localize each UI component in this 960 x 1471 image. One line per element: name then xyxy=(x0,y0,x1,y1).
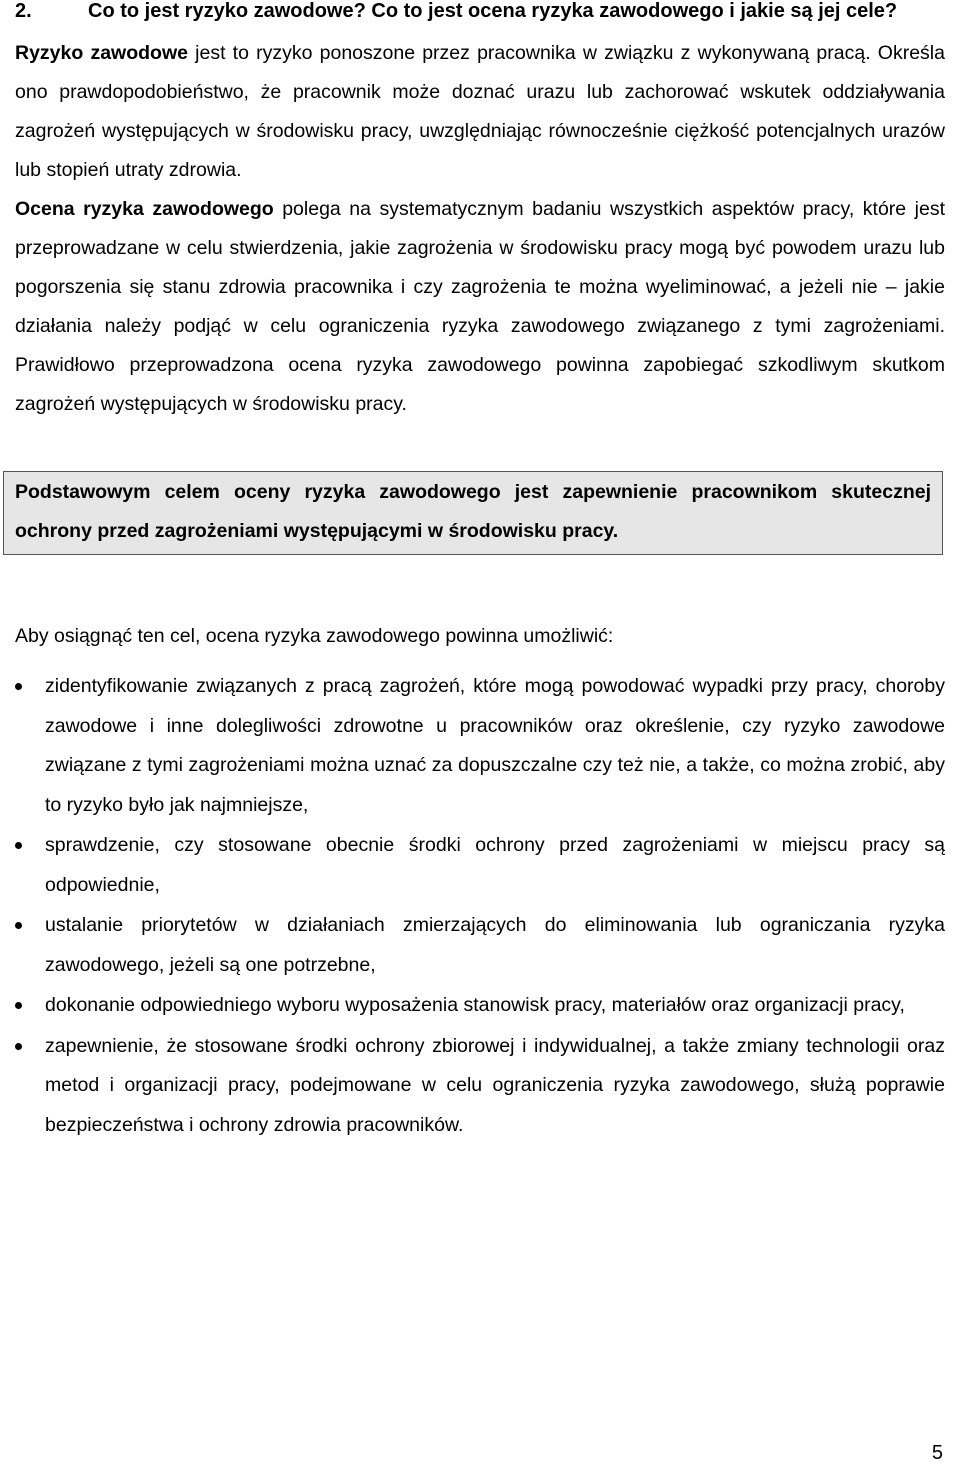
bullet-icon xyxy=(15,922,22,929)
list-item-text: zidentyfikowanie związanych z pracą zagrożeń, które mogą powodować wypadki przy pracy, choroby zawodowe i inne dolegliwości zdrowotne u pracowników oraz określenie, czy ryzyko zawodowe związane z tymi zagrożeniami można uznać za dopuszczalne czy też nie, a także, co można zrobić, aby to ryzyko było jak najmniejsze, xyxy=(45,675,945,816)
term-ocena-ryzyka: Ocena ryzyka zawodowego xyxy=(15,198,274,220)
list-item-text: dokonanie odpowiedniego wyboru wyposażenia stanowisk pracy, materiałów oraz organizacji pracy, xyxy=(45,994,905,1016)
bullet-icon xyxy=(15,683,22,690)
paragraph-risk-definition-text: jest to ryzyko ponoszone przez pracownika w związku z wykonywaną pracą. Określa ono prawdopodobieństwo, że pracownik może doznać urazu lub zachorować wskutek oddziaływania zagrożeń występujących w środowisku pracy, uwzględniając równocześnie ciężkość potencjalnych urazów lub stopień utraty zdrowia. xyxy=(15,42,945,181)
page-number: 5 xyxy=(931,1442,943,1464)
list-item xyxy=(15,826,945,905)
list-item xyxy=(15,906,945,985)
paragraph-risk-definition xyxy=(15,34,945,190)
bullets-intro: Aby osiągnąć ten cel, ocena ryzyka zawodowego powinna umożliwić: xyxy=(15,625,614,647)
highlight-box-text: Podstawowym celem oceny ryzyka zawodowego jest zapewnienie pracownikom skutecznej ochrony przed zagrożeniami występującymi w środowisku pracy. xyxy=(15,481,931,542)
highlight-box xyxy=(3,471,943,555)
bullet-icon xyxy=(15,842,22,849)
list-item xyxy=(15,667,945,825)
bullet-icon xyxy=(15,1043,22,1050)
document-page xyxy=(15,0,945,1146)
paragraph-risk-assessment xyxy=(15,190,945,424)
paragraph-risk-assessment-text: polega na systematycznym badaniu wszystkich aspektów pracy, które jest przeprowadzane w celu stwierdzenia, jakie zagrożenia w środowisku pracy mogą być powodem urazu lub pogorszenia się stanu zdrowia pracownika i czy zagrożenia te można wyeliminować, a jeżeli nie – jakie działania należy podjąć w celu ograniczenia ryzyka zawodowego związanego z tymi zagrożeniami. Prawidłowo przeprowadzona ocena ryzyka zawodowego powinna zapobiegać szkodliwym skutkom zagrożeń występujących w środowisku pracy. xyxy=(15,198,945,415)
list-item-text: sprawdzenie, czy stosowane obecnie środki ochrony przed zagrożeniami w miejscu pracy są odpowiednie, xyxy=(45,834,945,896)
goals-list xyxy=(15,667,945,1145)
list-item-text: zapewnienie, że stosowane środki ochrony zbiorowej i indywidualnej, a także zmiany technologii oraz metod i organizacji pracy, podejmowane w celu ograniczenia ryzyka zawodowego, służą poprawie bezpieczeństwa i ochrony zdrowia pracowników. xyxy=(45,1034,945,1136)
list-item xyxy=(15,986,945,1026)
list-item-text: ustalanie priorytetów w działaniach zmierzających do eliminowania lub ograniczania ryzyka zawodowego, jeżeli są one potrzebne, xyxy=(45,914,945,976)
section-number: 2. xyxy=(15,0,32,22)
section-title: Co to jest ryzyko zawodowe? Co to jest ocena ryzyka zawodowego i jakie są jej cele? xyxy=(88,0,898,22)
list-item xyxy=(15,1027,945,1146)
term-ryzyko-zawodowe: Ryzyko zawodowe xyxy=(15,42,188,64)
bullet-icon xyxy=(15,1002,22,1009)
section-heading xyxy=(15,0,945,28)
